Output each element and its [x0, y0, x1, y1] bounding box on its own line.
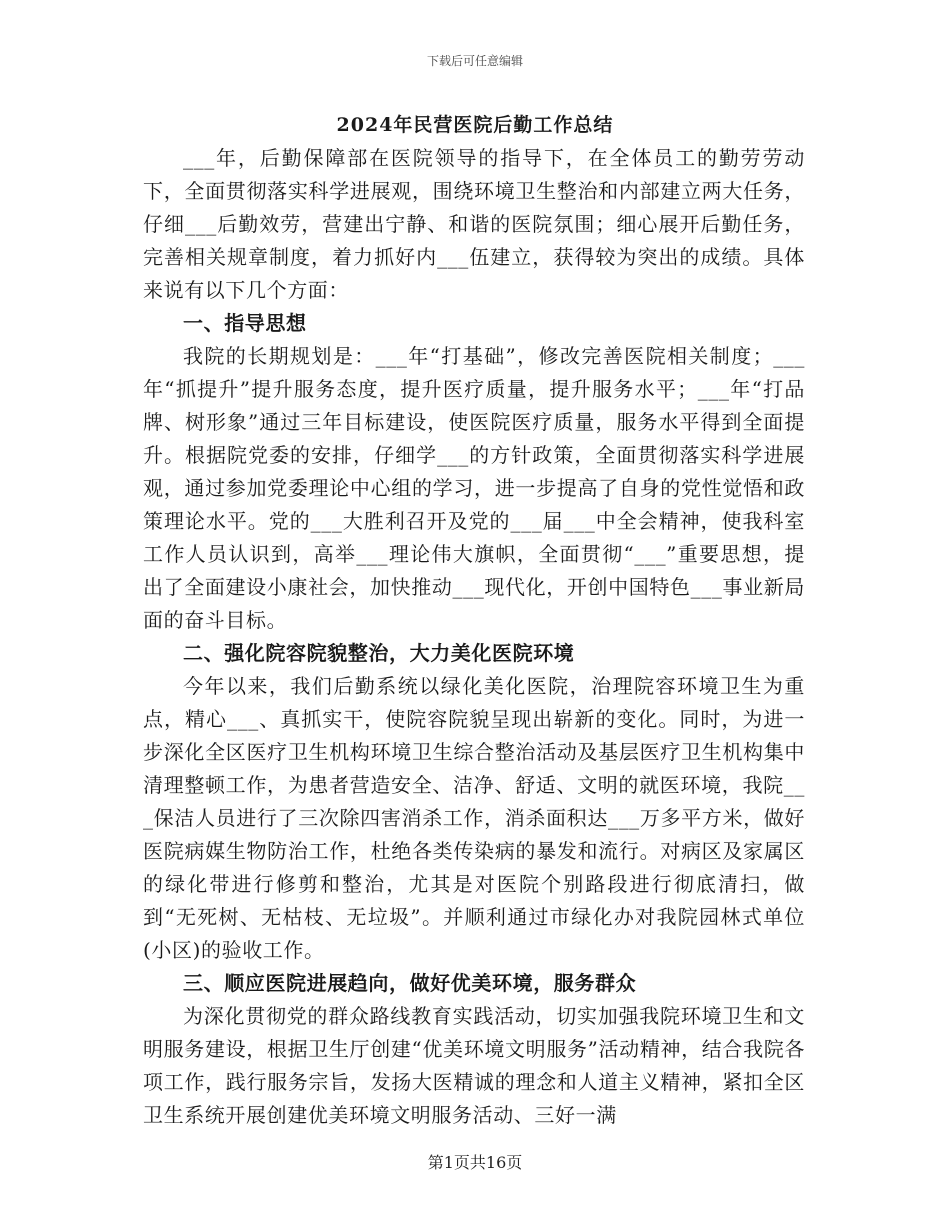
section-heading-3: 三、顺应医院进展趋向，做好优美环境，服务群众 [183, 971, 637, 995]
document-body [143, 142, 805, 1132]
document-title: 2024年民营医院后勤工作总结 [336, 114, 614, 136]
section-2-paragraph: 今年以来，我们后勤系统以绿化美化医院，治理院容环境卫生为重点，精心___、真抓实干，使院容院貌呈现出崭新的变化。同时，为进一步深化全区医疗卫生机构环境卫生综合整治活动及基层医疗卫生机构集中清理整顿工作，为患者营造安全、洁净、舒适、文明的就医环境，我院___保洁人员进行了三次除四害消杀工作，消杀面积达___万多平方米，做好医院病媒生物防治工作，杜绝各类传染病的暴发和流行。对病区及家属区的绿化带进行修剪和整治，尤其是对医院个别路段进行彻底清扫，做到“无死树、无枯枝、无垃圾”。并顺利通过市绿化办对我院园林式单位(小区)的验收工作。 [143, 674, 805, 962]
intro-paragraph: ___年，后勤保障部在医院领导的指导下，在全体员工的勤劳劳动下，全面贯彻落实科学进展观，围绕环境卫生整治和内部建立两大任务，仔细___后勤效劳，营建出宁静、和谐的医院氛围；细心展开后勤任务，完善相关规章制度，着力抓好内___伍建立，获得较为突出的成绩。具体来说有以下几个方面： [143, 146, 805, 302]
section-heading-2: 二、强化院容院貌整治，大力美化医院环境 [183, 641, 575, 665]
section-1-paragraph: 我院的长期规划是：___年“打基础”，修改完善医院相关制度；___年“抓提升”提升服务态度，提升医疗质量，提升服务水平；___年“打品牌、树形象”通过三年目标建设，使医院医疗质量，服务水平得到全面提升。根据院党委的安排，仔细学___的方针政策，全面贯彻落实科学进展观，通过参加党委理论中心组的学习，进一步提高了自身的党性觉悟和政策理论水平。党的___大胜利召开及党的___届___中全会精神，使我科室工作人员认识到，高举___理论伟大旗帜，全面贯彻“___”重要思想，提出了全面建设小康社会，加快推动___现代化，开创中国特色___事业新局面的奋斗目标。 [143, 344, 805, 632]
section-3-paragraph: 为深化贯彻党的群众路线教育实践活动，切实加强我院环境卫生和文明服务建设，根据卫生厅创建“优美环境文明服务”活动精神，结合我院各项工作，践行服务宗旨，发扬大医精诚的理念和人道主义精神，紧扣全区卫生系统开展创建优美环境文明服务活动、三好一满 [143, 1004, 805, 1127]
header-note: 下载后可任意编辑 [426, 54, 523, 68]
page-footer: 第1页共16页 [427, 1153, 523, 1172]
section-heading-1: 一、指导思想 [183, 311, 307, 335]
